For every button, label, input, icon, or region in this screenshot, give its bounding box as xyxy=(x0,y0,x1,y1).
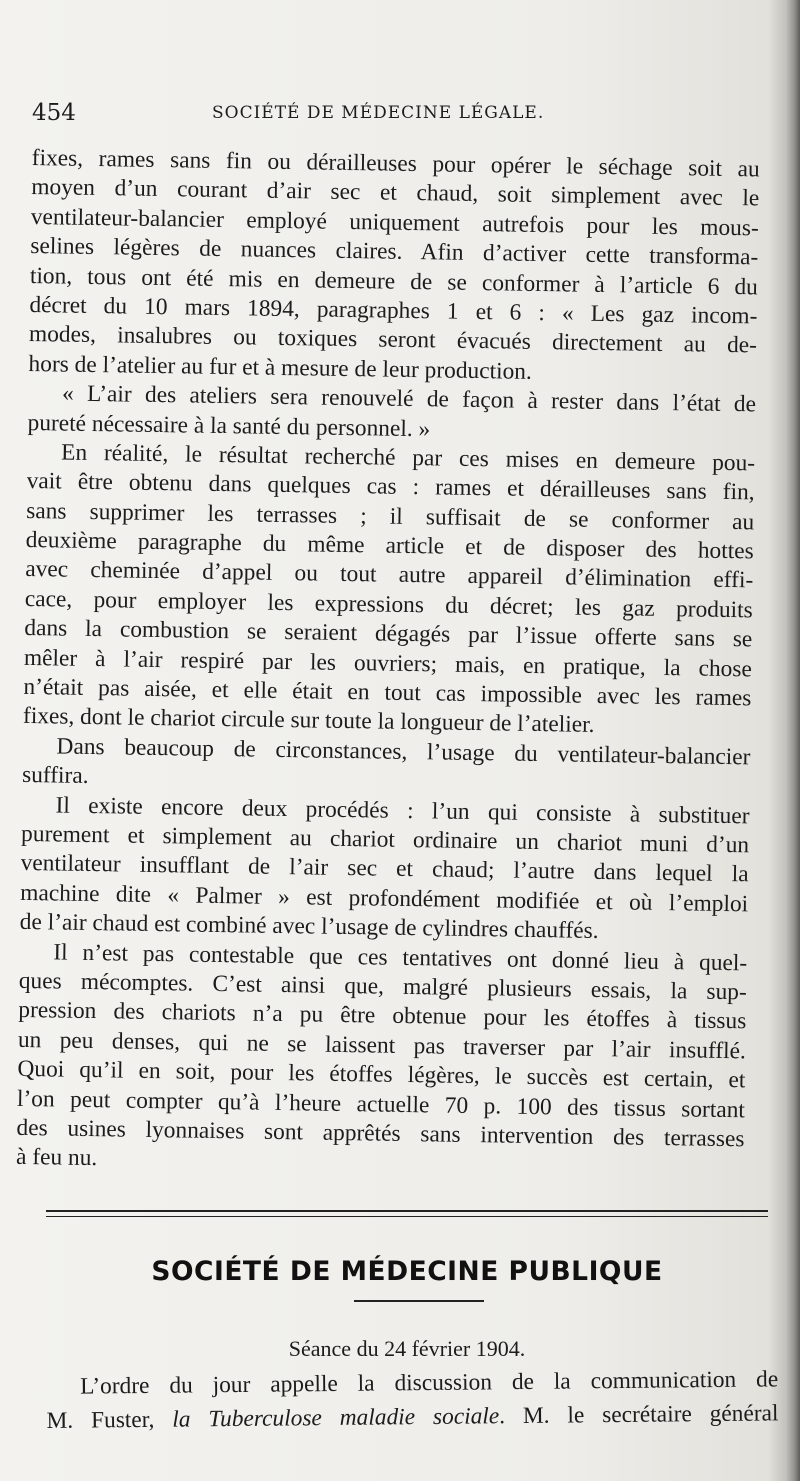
section-title: SOCIÉTÉ DE MÉDECINE PUBLIQUE xyxy=(151,1256,663,1287)
text-line: fixes, dont le chariot circule sur toute la longueur de l’atelier. xyxy=(22,703,595,739)
text-line: « L’air des ateliers sera renouvelé de façon à rester dans l’état de xyxy=(61,380,757,418)
text-line: à feu nu. xyxy=(15,1144,98,1172)
text-line: tion, tous ont été mis en demeure de se conformer à l’article 6 du xyxy=(29,262,759,300)
text-line: ques mécomptes. C’est ainsi que, malgré plusieurs essais, la sup- xyxy=(18,967,747,1006)
text-line: moyen d’un courant d’air sec et chaud, soit simplement avec le xyxy=(31,174,760,212)
text-segment: M. Fuster, xyxy=(46,1406,173,1434)
text-line: vait être obtenu dans quelques cas : rames et dérailleuses sans fin, xyxy=(26,468,755,506)
text-line: selines légères de nuances claires. Afin d’activer cette transforma- xyxy=(30,233,759,271)
running-head xyxy=(32,100,752,134)
text-line: Il existe encore deux procédés : l’un qui consiste à substituer xyxy=(55,792,750,829)
section-divider xyxy=(46,1210,768,1212)
text-line: fixes, rames sans fin ou dérailleuses pour opérer le séchage soit au xyxy=(31,144,760,183)
text-line: mêler à l’air respiré par les ouvriers; mais, en pratique, la chose xyxy=(23,644,753,683)
text-line: pression des chariots n’a pu être obtenue pour les étoffes à tissus xyxy=(18,997,747,1035)
text-line: modes, insalubres ou toxiques seront évacués directement au de- xyxy=(28,321,758,359)
text-segment: . M. le secrétaire général xyxy=(499,1400,779,1430)
body-text xyxy=(16,144,760,1184)
text-line: Dans beaucoup de circonstances, l’usage du ventilateur-balancier xyxy=(56,733,751,771)
text-line: pureté nécessaire à la santé du personnel. » xyxy=(27,409,431,442)
session-date: Séance du 24 février 1904. xyxy=(288,1336,526,1361)
text-line: L’ordre du jour appelle la discussion de la communication de xyxy=(80,1366,779,1400)
text-line: l’on peut compter qu’à l’heure actuelle 70 p. 100 des tissus sortant xyxy=(16,1085,746,1123)
text-line: ventilateur-balancier employé uniquement autrefois pour les mous- xyxy=(30,203,759,242)
text-line: des usines lyonnaises sont apprêtés sans intervention des terrasses xyxy=(16,1114,745,1153)
text-line: cace, pour employer les expressions du décret; les gaz produits xyxy=(24,585,753,624)
page-number: 454 xyxy=(32,100,76,126)
text-line: deuxième paragraphe du même article et de disposer des hottes xyxy=(25,527,754,565)
text-line: n’était pas aisée, et elle était en tout cas impossible avec les rames xyxy=(23,673,752,712)
text-line: hors de l’atelier au fur et à mesure de leur production. xyxy=(28,350,533,385)
page-edge-shadow xyxy=(786,0,800,1481)
text-line: purement et simplement au chariot ordinaire un chariot muni d’un xyxy=(20,820,750,859)
title-underline xyxy=(354,1300,484,1302)
section-divider xyxy=(46,1216,768,1217)
text-line: Quoi qu’il en soit, pour les étoffes légères, le succès est certain, et xyxy=(17,1055,746,1094)
text-line: dans la combustion se seraient dégagés par l’issue offerte sans se xyxy=(24,615,753,653)
text-line: avec cheminée d’appel ou tout autre appareil d’élimination effi- xyxy=(25,556,754,594)
section-text xyxy=(46,1362,779,1438)
text-line: suffira. xyxy=(21,762,89,790)
text-line: décret du 10 mars 1894, paragraphes 1 et 6 : « Les gaz incom- xyxy=(29,291,758,330)
text-line: ventilateur insufflant de l’air sec et chaud; l’autre dans lequel la xyxy=(20,850,749,888)
text-line xyxy=(46,1396,778,1438)
journal-title: SOCIÉTÉ DE MÉDECINE LÉGALE. xyxy=(212,103,545,123)
italic-title: la Tuberculose maladie sociale xyxy=(172,1403,500,1433)
text-line: un peu denses, qui ne se laissent pas traverser par l’air insufflé. xyxy=(17,1026,747,1065)
text-line: En réalité, le résultat recherché par ces mises en demeure pou- xyxy=(60,439,756,477)
text-line: sans supprimer les terrasses ; il suffisait de se conformer au xyxy=(26,497,755,536)
text-line: de l’air chaud est combiné avec l’usage de cylindres chauffés. xyxy=(19,909,599,945)
text-line: Il n’est pas contestable que ces tentatives ont donné lieu à quel- xyxy=(53,938,748,976)
text-line: machine dite « Palmer » est profondément modifiée et où l’emploi xyxy=(20,879,749,918)
